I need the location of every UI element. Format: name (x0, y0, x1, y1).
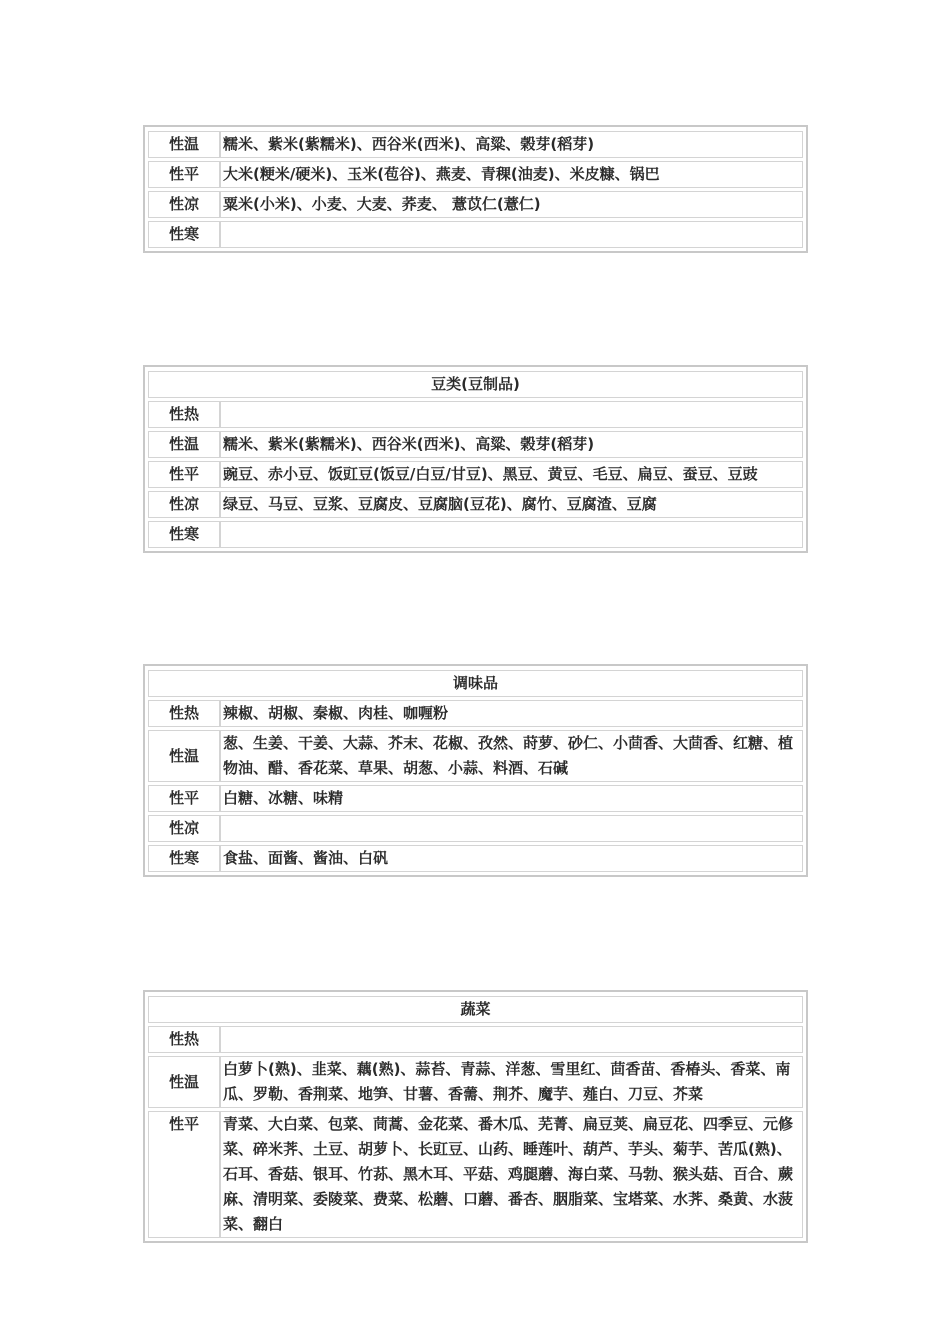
table-row (148, 1056, 803, 1108)
table-row (148, 1111, 803, 1238)
row-content: 糯米、紫米(紫糯米)、西谷米(西米)、高粱、榖芽(稻芽) (220, 131, 803, 158)
row-label: 性温 (148, 1056, 220, 1108)
row-content (220, 1026, 803, 1053)
table-title: 蔬菜 (148, 996, 803, 1023)
table-row (148, 401, 803, 428)
table-row (148, 461, 803, 488)
row-label: 性热 (148, 1026, 220, 1053)
table-row (148, 431, 803, 458)
table-header-row (148, 670, 803, 697)
table-row (148, 191, 803, 218)
row-content: 辣椒、胡椒、秦椒、肉桂、咖喱粉 (220, 700, 803, 727)
row-label: 性温 (148, 431, 220, 458)
table-row (148, 785, 803, 812)
row-content: 食盐、面酱、酱油、白矾 (220, 845, 803, 872)
condiments-table (143, 664, 808, 877)
table-header-row (148, 996, 803, 1023)
row-content (220, 221, 803, 248)
table-row (148, 131, 803, 158)
table-row (148, 1026, 803, 1053)
row-content (220, 521, 803, 548)
table-row (148, 491, 803, 518)
row-label: 性凉 (148, 191, 220, 218)
table-row (148, 521, 803, 548)
table-header-row (148, 371, 803, 398)
row-content (220, 401, 803, 428)
row-label: 性温 (148, 131, 220, 158)
row-content: 粟米(小米)、小麦、大麦、荞麦、 薏苡仁(薏仁) (220, 191, 803, 218)
row-label: 性温 (148, 730, 220, 782)
row-label: 性热 (148, 401, 220, 428)
row-content: 糯米、紫米(紫糯米)、西谷米(西米)、高粱、榖芽(稻芽) (220, 431, 803, 458)
row-label: 性寒 (148, 221, 220, 248)
row-content: 豌豆、赤小豆、饭豇豆(饭豆/白豆/甘豆)、黑豆、黄豆、毛豆、扁豆、蚕豆、豆豉 (220, 461, 803, 488)
table-row (148, 700, 803, 727)
row-label: 性寒 (148, 521, 220, 548)
beans-table (143, 365, 808, 553)
table-row (148, 161, 803, 188)
row-label: 性平 (148, 461, 220, 488)
row-label: 性凉 (148, 815, 220, 842)
table-row (148, 221, 803, 248)
table-title: 豆类(豆制品) (148, 371, 803, 398)
row-content: 大米(粳米/硬米)、玉米(苞谷)、燕麦、青稞(油麦)、米皮糠、锅巴 (220, 161, 803, 188)
row-content: 绿豆、马豆、豆浆、豆腐皮、豆腐脑(豆花)、腐竹、豆腐渣、豆腐 (220, 491, 803, 518)
vegetables-table (143, 990, 808, 1243)
table-row (148, 815, 803, 842)
row-label: 性平 (148, 1111, 220, 1238)
row-label: 性热 (148, 700, 220, 727)
grains-table (143, 125, 808, 253)
row-label: 性凉 (148, 491, 220, 518)
row-label: 性平 (148, 161, 220, 188)
table-row (148, 730, 803, 782)
table-title: 调味品 (148, 670, 803, 697)
row-content (220, 815, 803, 842)
row-content: 青菜、大白菜、包菜、茼蒿、金花菜、番木瓜、芜菁、扁豆荚、扁豆花、四季豆、元修菜、碎米荠、土豆、胡萝卜、长豇豆、山药、睡莲叶、葫芦、芋头、菊芋、苦瓜(熟)、石耳、香菇、银耳、竹荪、黑木耳、平菇、鸡腿蘑、海白菜、马勃、猴头菇、百合、蕨麻、清明菜、委陵菜、费菜、松蘑、口蘑、番杏、胭脂菜、宝塔菜、水荠、桑黄、水菠菜、翻白 (220, 1111, 803, 1238)
table-row (148, 845, 803, 872)
row-label: 性平 (148, 785, 220, 812)
row-content: 葱、生姜、干姜、大蒜、芥末、花椒、孜然、莳萝、砂仁、小茴香、大茴香、红糖、植物油、醋、香花菜、草果、胡葱、小蒜、料酒、石碱 (220, 730, 803, 782)
row-content: 白萝卜(熟)、韭菜、藕(熟)、蒜苔、青蒜、洋葱、雪里红、茴香苗、香椿头、香菜、南瓜、罗勒、香荆菜、地笋、甘薯、香薷、荆芥、魔芋、薤白、刀豆、芥菜 (220, 1056, 803, 1108)
row-label: 性寒 (148, 845, 220, 872)
row-content: 白糖、冰糖、味精 (220, 785, 803, 812)
